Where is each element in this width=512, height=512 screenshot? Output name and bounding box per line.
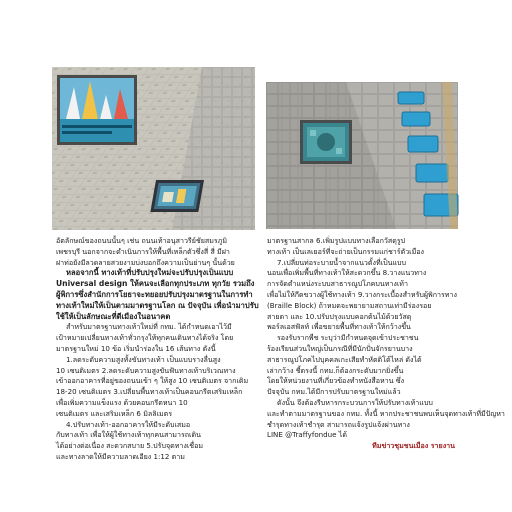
body-line: กับทางเท้า เพื่อให้ผู้ใช้ทางเท้าทุกคนสามารถเดิน — [56, 430, 201, 440]
body-line: เพื่อไม่ให้กีดขวางผู้ใช้ทางเท้า 9.วางกระเบื้องสำหรับผู้พิการทาง — [267, 289, 457, 299]
emphasis-line: ผู้พิการซึ่งสำนักการโยธาจะทยอยปรับปรุงมาตรฐานในการทำ — [56, 289, 253, 299]
body-line: (Braille Block) ถ้าหมดจะพยายามสถานเท่ามีร่องรอย — [267, 300, 432, 310]
body-line: ร้องเรียนส่วนใหญ่เป็นกรณีที่มีนักปั่นจักรยานบาง — [267, 343, 413, 353]
body-line: 4.ปรับทางเท้า-ออกอาคารให้มีระดับเสมอ — [66, 419, 191, 429]
body-line: ฝาท่อยังมีลวดลายสวยงามบ่งบอกถึงความเป็นย่านๆ นั้นด้วย — [56, 257, 235, 267]
body-line: อัตลักษณ์ของถนนนั้นๆ เช่น ถนนเท้าอนุสาวรีย์ชัยสมรภูมิ — [56, 236, 228, 245]
body-line: 1.ลดระดับความสูงทั้งขันทางเท้า เป็นแบบรางลื่นสูง — [66, 354, 221, 364]
body-line: และทางลาดให้มีความลาดเอียง 1:12 ตาม — [56, 451, 185, 461]
body-line: เล่ากว้าง ชี้ตรงนี้ กทม.ก็ต้องกระดับมากยิ่งขึ้น — [267, 365, 404, 375]
body-line: LINE @Traffyfondue ได้ — [267, 430, 347, 440]
body-line: ปัจจุบัน กทม.ได้มีการปรับมาตรฐานใหม่แล้ว — [267, 387, 401, 397]
emphasis-line: Universal design ให้คนจะเลือกทุกประเภท ทุกวัย รวมถึง — [56, 279, 255, 289]
body-line: ได้อย่างต่อเนื่อง สะดวกสบาย 5.ปรับจุดทางเชื่อม — [56, 441, 204, 451]
body-line: เข้าออกอาคารที่อยู่ของถนนเข้า ๆ ให้สูง 10 เซนติเมตร จากเดิม — [56, 376, 249, 386]
sidewalk-photo-left-graphic — [52, 67, 255, 230]
body-line: เป้าหมายเปลี่ยนทางเท้าทั่วกรุงให้ทุกคนเดินทางได้จริง โดย — [56, 333, 234, 343]
body-line: โดยให้หน่วยงานที่เกี่ยวข้องทำหนังสือหาน ซึ่ง — [267, 376, 405, 386]
body-line: 10 เซนติเมตร 2.ลดระดับความสูงขันฟันทางเท้าบริเวณทาง — [56, 365, 236, 375]
body-line: ชำรุดทางเท้าชำรุด สามารถแจ้งรูปแจ้งผ่านทาง — [267, 419, 410, 429]
body-line: และทำตามมาตรฐานของ กทม. ทั้งนี้ หากประชาชนพบเห็นจุดทางเท้าที่มีปัญหา — [267, 408, 505, 418]
body-line: เพื่อเพิ่มความแข็งแรง ด้วยคอนกรีตหนา 10 — [56, 397, 188, 407]
emphasis-line: หลอจากนี้ ทางเท้าที่ปรับปรุงใหม่จะปรับปรุงเป็นแบบ — [66, 268, 234, 278]
body-line: รองรับรากพืช ระบุว่ามีกำหนดจุดเข้าประชาชน — [277, 333, 419, 343]
body-line: เพชรบุรี นอกจากจะดำเนินการให้พื้นที่เหล็กตัวซึ่งสี่ สี่ มีฝา — [56, 246, 230, 256]
body-line: 18-20 เซนติเมตร 3.เปลี่ยนพื้นทางเท้าเป็นคอนกรีตเสริมเหล็ก — [56, 387, 243, 397]
body-line: สาธารณูปโภคไปบุคคลเกะเสียทำหัตติโต้ไหล่ ดังได้ — [267, 354, 422, 364]
byline: ทีมข่าวชุมชนเมือง รายงาน — [372, 441, 455, 451]
body-line: พอร์ลเอสฟัลท์ เพื่อขยายพื้นที่ทางเท้าให้กว้างขึ้น — [267, 322, 411, 332]
emphasis-line: ทางเท้าใหม่ให้เป็นตามมาตรฐานโลก ณ ปัจจุบัน เพื่อนำมาปรับ — [56, 300, 259, 310]
article-column-right — [267, 236, 505, 452]
body-line: ดังนั้น จึงต้องรีบหารกระบวนการให้ปรับทางเท้าแบบ — [277, 397, 433, 407]
article-column-left — [56, 236, 259, 463]
body-line: การจัดตำแหน่งระบบสาธารณูปโภคบนทางเท้า — [267, 279, 408, 289]
sidewalk-photo-right-graphic — [266, 82, 458, 229]
sidewalk-manhole-art-photo — [52, 67, 255, 230]
sidewalk-manhole-blue-bench-photo — [266, 82, 458, 229]
body-line: ทางเท้า เป็นเลเยอร์ที่จะถ่ายเป็นกรรมแก่ชาร์ตัวเมือง — [267, 246, 424, 256]
body-line: สำหรับมาตรฐานทางเท้าใหม่ที่ กทม. ได้กำหนดเอาไว้มี — [66, 322, 232, 332]
body-line: สายตา และ 10.ปรับปรุงแบบคอกต้นไม้ด้วยวัสดุ — [267, 311, 412, 321]
body-line: มาตรฐานสากล 6.เพิ่มรูปแบบทางเลือกวัสดุรูป — [267, 236, 406, 245]
body-line: นอนเพื่อเพิ่มพื้นที่ทางเท้าให้สะดวกขึ้น 8.วางแนวทาง — [267, 268, 427, 278]
body-line: มาตรฐานใหม่ 10 ข้อ เริ่มนำร่องใน 16 เส้นทาง ดังนี้ — [56, 343, 216, 353]
body-line: เซนติเมตร และเสริมเหล็ก 6 มิลลิเมตร — [56, 408, 173, 418]
emphasis-line: ใช้ให้เป็นลักษณะที่ดีเมืองในอนาคต — [56, 311, 171, 321]
body-line: 7.เปลี่ยนท่อระบายน้ำจากแนวตั้งที่เป็นแบบ — [277, 257, 407, 267]
